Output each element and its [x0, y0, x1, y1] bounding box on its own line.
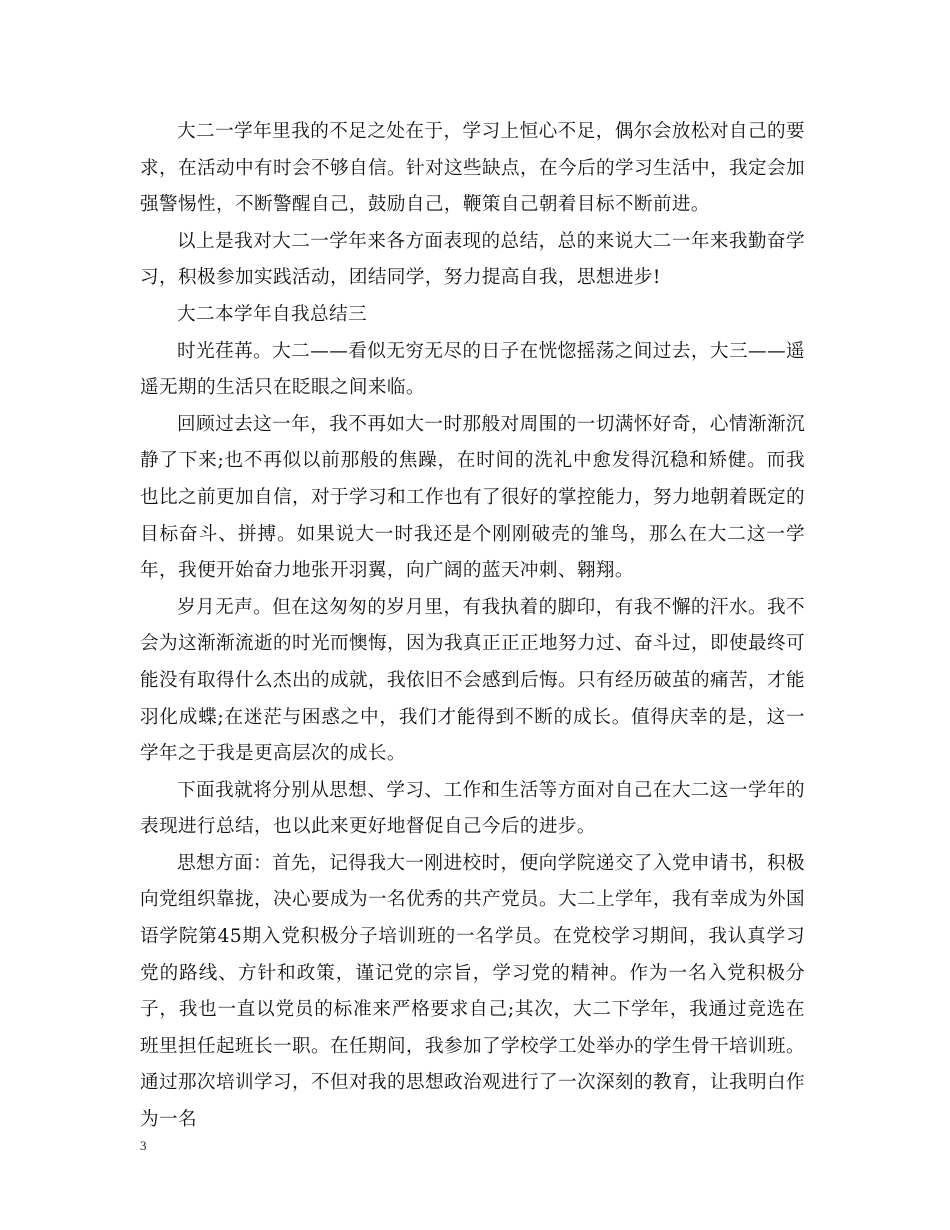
document-body [140, 114, 805, 1139]
paragraph: 岁月无声。但在这匆匆的岁月里，有我执着的脚印，有我不懈的汗水。我不会为这渐渐流逝的时光而懊悔，因为我真正正正地努力过、奋斗过，即使最终可能没有取得什么杰出的成就，我依旧不会感到后悔。只有经历破茧的痛苦，才能羽化成蝶;在迷茫与困惑之中，我们才能得到不断的成长。值得庆幸的是，这一学年之于我是更高层次的成长。 [140, 596, 805, 765]
paragraph: 时光荏苒。大二——看似无穷无尽的日子在恍惚摇荡之间过去，大三——遥遥无期的生活只在眨眼之间来临。 [140, 340, 805, 399]
paragraph: 大二一学年里我的不足之处在于，学习上恒心不足，偶尔会放松对自己的要求，在活动中有时会不够自信。针对这些缺点，在今后的学习生活中，我定会加强警惕性，不断警醒自己，鼓励自己，鞭策自己朝着目标不断前进。 [140, 121, 805, 216]
paragraph: 以上是我对大二一学年来各方面表现的总结，总的来说大二一年来我勤奋学习，积极参加实践活动，团结同学，努力提高自我，思想进步! [140, 230, 805, 289]
paragraph: 下面我就将分别从思想、学习、工作和生活等方面对自己在大二这一学年的表现进行总结，也以此来更好地督促自己今后的进步。 [140, 779, 805, 838]
section-heading: 大二本学年自我总结三 [177, 303, 367, 325]
page-number: 3 [140, 1138, 147, 1153]
paragraph: 思想方面：首先，记得我大一刚进校时，便向学院递交了入党申请书，积极向党组织靠拢，决心要成为一名优秀的共产党员。大二上学年，我有幸成为外国语学院第45期入党积极分子培训班的一名学员。在党校学习期间，我认真学习党的路线、方针和政策，谨记党的宗旨，学习党的精神。作为一名入党积极分子，我也一直以党员的标准来严格要求自己;其次，大二下学年，我通过竞选在班里担任起班长一职。在任期间，我参加了学校学工处举办的学生骨干培训班。通过那次培训学习，不但对我的思想政治观进行了一次深刻的教育，让我明白作为一名 [140, 852, 805, 1131]
paragraph: 回顾过去这一年，我不再如大一时那般对周围的一切满怀好奇，心情渐渐沉静了下来;也不再似以前那般的焦躁，在时间的洗礼中愈发得沉稳和矫健。而我也比之前更加自信，对于学习和工作也有了很好的掌控能力，努力地朝着既定的目标奋斗、拼搏。如果说大一时我还是个刚刚破壳的雏鸟，那么在大二这一学年，我便开始奋力地张开羽翼，向广阔的蓝天冲刺、翱翔。 [140, 413, 805, 582]
